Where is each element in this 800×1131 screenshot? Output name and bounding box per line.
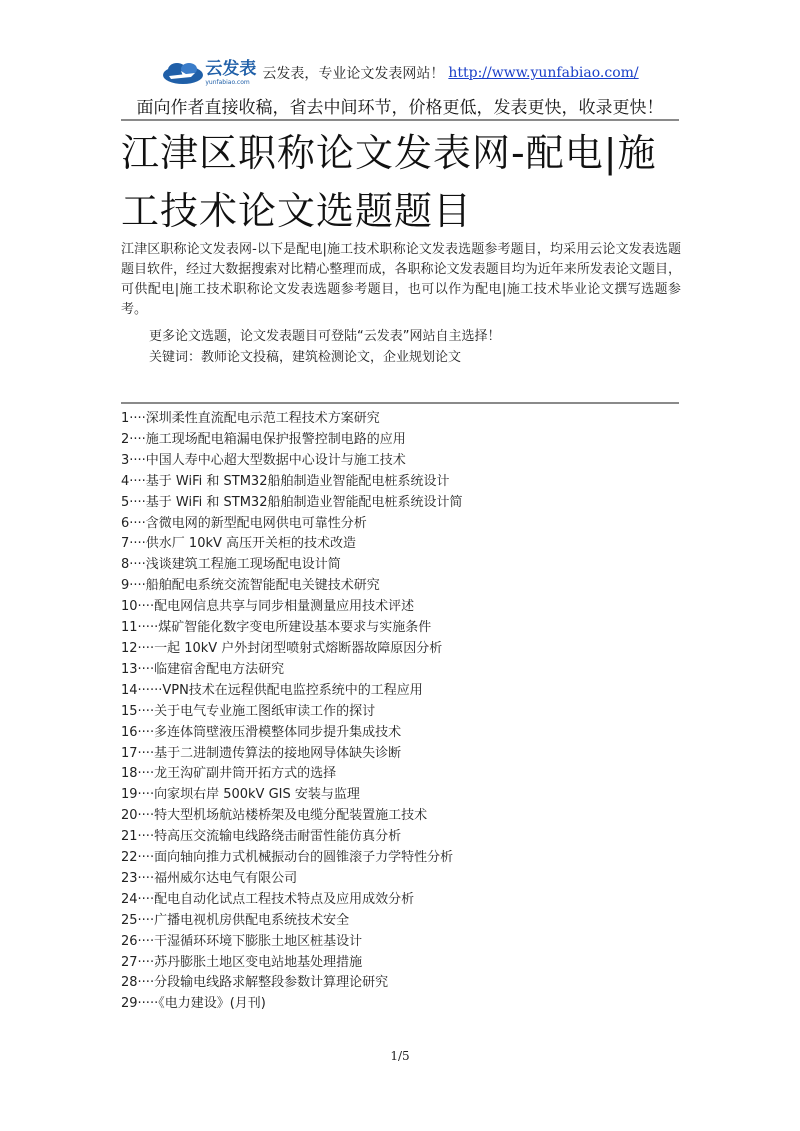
list-item: 5····基于 WiFi 和 STM32船舶制造业智能配电桩系统设计简 bbox=[121, 494, 463, 510]
list-item: 16····多连体筒壁液压滑模整体同步提升集成技术 bbox=[121, 724, 402, 740]
list-item: 14······VPN技术在远程供配电监控系统中的工程应用 bbox=[121, 682, 423, 698]
site-slogan: 云发表，专业论文发表网站！ bbox=[262, 66, 445, 82]
list-item: 2····施工现场配电箱漏电保护报警控制电路的应用 bbox=[121, 431, 406, 447]
site-tagline: 面向作者直接收稿，省去中间环节，价格更低，发表更快，收录更快！ bbox=[136, 98, 664, 118]
list-item: 29·····《电力建设》(月刊) bbox=[121, 996, 266, 1012]
list-item: 20····特大型机场航站楼桥架及电缆分配装置施工技术 bbox=[121, 808, 428, 824]
list-item: 25····广播电视机房供配电系统技术安全 bbox=[121, 912, 350, 928]
brand-logo[interactable] bbox=[161, 60, 256, 86]
list-item: 10····配电网信息共享与同步相量测量应用技术评述 bbox=[121, 599, 415, 615]
topic-list bbox=[121, 409, 681, 1015]
keywords-line: 关键词：教师论文投稿，建筑检测论文，企业规划论文 bbox=[149, 350, 462, 365]
list-item: 12····一起 10kV 户外封闭型喷射式熔断器故障原因分析 bbox=[121, 640, 443, 656]
page-title: 江津区职称论文发表网-配电|施工技术论文选题题目 bbox=[121, 131, 657, 233]
list-item: 21····特高压交流输电线路绕击耐雷性能仿真分析 bbox=[121, 829, 402, 845]
list-item: 9····船舶配电系统交流智能配电关键技术研究 bbox=[121, 578, 380, 594]
list-item: 11·····煤矿智能化数字变电所建设基本要求与实施条件 bbox=[121, 620, 432, 636]
list-item: 8····浅谈建筑工程施工现场配电设计简 bbox=[121, 557, 341, 573]
list-item: 4····基于 WiFi 和 STM32船舶制造业智能配电桩系统设计 bbox=[121, 473, 450, 489]
list-item: 24····配电自动化试点工程技术特点及应用成效分析 bbox=[121, 891, 415, 907]
page-number: 1/5 bbox=[390, 1049, 410, 1063]
more-topics-note: 更多论文选题，论文发表题目可登陆“云发表”网站自主选择！ bbox=[149, 329, 501, 344]
list-item: 17····基于二进制遗传算法的接地网导体缺失诊断 bbox=[121, 745, 402, 761]
list-item: 26····干湿循环环境下膨胀土地区桩基设计 bbox=[121, 933, 363, 949]
section-divider bbox=[121, 402, 679, 404]
list-item: 28····分段输电线路求解整段参数计算理论研究 bbox=[121, 975, 389, 991]
list-item: 6····含微电网的新型配电网供电可靠性分析 bbox=[121, 515, 367, 531]
list-item: 23····福州威尔达电气有限公司 bbox=[121, 870, 298, 886]
logo-subtitle: yunfabiao.com bbox=[205, 78, 250, 86]
intro-paragraph: 江津区职称论文发表网-以下是配电|施工技术职称论文发表选题参考题目，均采用云论文发表选题题目软件，经过大数据搜索对比精心整理而成，各职称论文发表题目均为近年来所发表论文题目，可供配电|施工技术职称论文发表选题参考题目，也可以作为配电|施工技术毕业论文撰写选题参考。 bbox=[121, 242, 681, 317]
list-item: 7····供水厂 10kV 高压开关柜的技术改造 bbox=[121, 536, 357, 552]
list-item: 15····关于电气专业施工图纸审读工作的探讨 bbox=[121, 703, 376, 719]
logo-name: 云发表 bbox=[205, 58, 257, 79]
list-item: 1····深圳柔性直流配电示范工程技术方案研究 bbox=[121, 411, 380, 426]
cloud-logo-icon bbox=[161, 60, 205, 86]
list-item: 27····苏丹膨胀土地区变电站地基处理措施 bbox=[121, 954, 363, 970]
list-item: 22····面向轴向推力式机械振动台的圆锥滚子力学特性分析 bbox=[121, 850, 454, 866]
site-url-link[interactable]: http://www.yunfabiao.com/ bbox=[448, 65, 639, 81]
list-item: 13····临建宿舍配电方法研究 bbox=[121, 661, 285, 677]
site-header bbox=[0, 60, 800, 86]
header-divider bbox=[121, 119, 679, 121]
list-item: 18····龙王沟矿副井筒开拓方式的选择 bbox=[121, 766, 337, 782]
list-item: 3····中国人寿中心超大型数据中心设计与施工技术 bbox=[121, 452, 406, 468]
list-item: 19····向家坝右岸 500kV GIS 安装与监理 bbox=[121, 787, 360, 803]
